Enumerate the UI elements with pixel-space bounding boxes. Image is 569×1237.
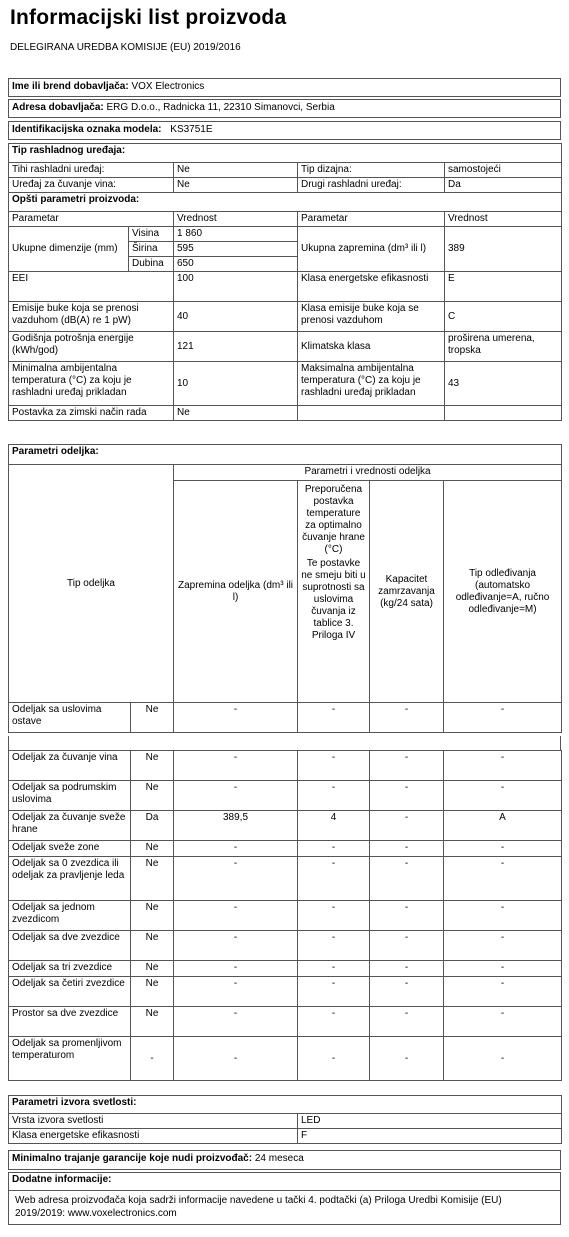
col-volume: Zapremina odeljka (dm³ ili l) xyxy=(174,481,298,703)
cell-name: Odeljak sa četiri zvezdice xyxy=(9,977,131,1007)
cell-freeze: - xyxy=(370,1007,444,1037)
cell-defrost: - xyxy=(444,977,562,1007)
cell-freeze: - xyxy=(370,961,444,977)
cell-volume: - xyxy=(174,751,298,781)
cell-volume: - xyxy=(174,781,298,811)
general-row: Godišnja potrošnja energije (kWh/god) 121 Klimatska klasa proširena umerena, tropska xyxy=(9,332,562,362)
table-row: Odeljak sa uslovima ostave Ne - - - - xyxy=(9,703,562,733)
winter-mode-row: Postavka za zimski način rada Ne xyxy=(9,406,562,421)
cell-temp: - xyxy=(298,1037,370,1081)
compartments-table-continued xyxy=(8,750,562,1081)
cell-temp: 4 xyxy=(298,811,370,841)
light-source-table xyxy=(8,1095,562,1144)
cell-defrost: - xyxy=(444,1007,562,1037)
cell-defrost: - xyxy=(444,961,562,977)
cell-has: Ne xyxy=(131,857,174,901)
supplier-row xyxy=(8,78,561,97)
cell-name: Odeljak sa dve zvezdice xyxy=(9,931,131,961)
dim-depth-label: Dubina xyxy=(129,257,174,272)
total-volume-label: Ukupna zapremina (dm³ ili l) xyxy=(298,227,445,272)
model-value: KS3751E xyxy=(170,124,213,135)
cell-freeze: - xyxy=(370,1037,444,1081)
cell-freeze: - xyxy=(370,931,444,961)
cell-name: Odeljak sa podrumskim uslovima xyxy=(9,781,131,811)
cell-temp: - xyxy=(298,841,370,857)
cell-volume: - xyxy=(174,931,298,961)
cell-volume: - xyxy=(174,1037,298,1081)
cell-has: Ne xyxy=(131,841,174,857)
general-row: EEI 100 Klasa energetske efikasnosti E xyxy=(9,272,562,302)
cell-defrost: - xyxy=(444,751,562,781)
cell-defrost: - xyxy=(444,857,562,901)
address-label: Adresa dobavljača: xyxy=(12,102,104,113)
table-row xyxy=(9,931,562,961)
general-row: Emisije buke koja se prenosi vazduhom (dB(A) re 1 pW) 40 Klasa emisije buke koja se prenosi vazduhom C xyxy=(9,302,562,332)
dim-height-label: Visina xyxy=(129,227,174,242)
cell-freeze: - xyxy=(370,841,444,857)
total-volume-value: 389 xyxy=(445,227,562,272)
table-row xyxy=(9,1007,562,1037)
table-row xyxy=(9,977,562,1007)
general-column-headers: Parametar Vrednost Parametar Vrednost xyxy=(9,212,562,227)
supplier-value: VOX Electronics xyxy=(131,81,205,92)
col-freezing-capacity: Kapacitet zamrzavanja (kg/24 sata) xyxy=(370,481,444,703)
light-source-header: Parametri izvora svetlosti: xyxy=(9,1096,562,1114)
cell-name: Odeljak sa jednom zvezdicom xyxy=(9,901,131,931)
col-temperature: Preporučena postavka temperature za optimalno čuvanje hrane (°C) Te postavke ne smeju biti u suprotnosti sa uslovima čuvanja iz tablice 3. Priloga IV xyxy=(298,481,370,703)
light-row: Vrsta izvora svetlosti LED xyxy=(9,1114,562,1129)
warranty-row xyxy=(8,1150,561,1170)
cell-defrost: A xyxy=(444,811,562,841)
compartments-header: Parametri odeljka: xyxy=(9,445,562,465)
cell-defrost: - xyxy=(444,931,562,961)
cell-defrost: - xyxy=(444,1037,562,1081)
cell-freeze: - xyxy=(370,781,444,811)
cell-temp: - xyxy=(298,961,370,977)
cell-freeze: - xyxy=(370,857,444,901)
cell-volume: - xyxy=(174,901,298,931)
cell-name: Prostor sa dve zvezdice xyxy=(9,1007,131,1037)
cell-temp: - xyxy=(298,857,370,901)
table-row xyxy=(9,841,562,857)
cell-has: Ne xyxy=(131,931,174,961)
table-row xyxy=(9,901,562,931)
address-value: ERG D.o.o., Radnicka 11, 22310 Simanovci, Serbia xyxy=(106,102,335,113)
appliance-type-row: Tihi rashladni uređaj: Ne Tip dizajna: samostojeći xyxy=(9,163,562,178)
general-parameters-header: Opšti parametri proizvoda: xyxy=(9,193,562,212)
cell-volume: - xyxy=(174,1007,298,1037)
cell-defrost: - xyxy=(444,841,562,857)
dim-width-label: Širina xyxy=(129,242,174,257)
dim-height-value: 1 860 xyxy=(174,227,298,242)
light-row: Klasa energetske efikasnosti F xyxy=(9,1129,562,1144)
col-group-header: Parametri i vrednosti odeljka xyxy=(174,465,562,481)
table-row xyxy=(9,751,562,781)
cell-has: Ne xyxy=(131,1007,174,1037)
compartments-table xyxy=(8,444,562,733)
cell-name: Odeljak sa promenljivom temperaturom xyxy=(9,1037,131,1081)
col-compartment-type: Tip odeljka xyxy=(9,465,174,703)
cell-freeze: - xyxy=(370,977,444,1007)
table-row xyxy=(9,961,562,977)
dimensions-label: Ukupne dimenzije (mm) xyxy=(9,227,129,272)
cell-name: Odeljak sa tri zvezdice xyxy=(9,961,131,977)
cell-name: Odeljak za čuvanje sveže hrane xyxy=(9,811,131,841)
page-title: Informacijski list proizvoda xyxy=(10,6,287,29)
cell-has: Ne xyxy=(131,781,174,811)
cell-has: Da xyxy=(131,811,174,841)
cell-temp: - xyxy=(298,1007,370,1037)
appliance-type-row: Uređaj za čuvanje vina: Ne Drugi rashladni uređaj: Da xyxy=(9,178,562,193)
supplier-label: Ime ili brend dobavljača: xyxy=(12,81,129,92)
model-label: Identifikacijska oznaka modela: xyxy=(12,124,162,135)
cell-has: Ne xyxy=(131,961,174,977)
cell-name: Odeljak za čuvanje vina xyxy=(9,751,131,781)
warranty-value: 24 meseca xyxy=(254,1153,304,1164)
cell-name: Odeljak sa 0 zvezdica ili odeljak za pravljenje leda xyxy=(9,857,131,901)
cell-has: Ne xyxy=(131,751,174,781)
table-row xyxy=(9,781,562,811)
cell-has: Ne xyxy=(131,977,174,1007)
table-row xyxy=(9,1037,562,1081)
cell-temp: - xyxy=(298,781,370,811)
cell-freeze: - xyxy=(370,751,444,781)
warranty-label: Minimalno trajanje garancije koje nudi proizvođač: xyxy=(12,1153,253,1164)
col-defrost-type: Tip odleđivanja (automatsko odleđivanje=A, ručno odleđivanje=M) xyxy=(444,481,562,703)
cell-defrost: - xyxy=(444,781,562,811)
cell-temp: - xyxy=(298,751,370,781)
general-row: Minimalna ambijentalna temperatura (°C) za koju je rashladni uređaj prikladan 10 Maksimalna ambijentalna temperatura (°C) za koju je rashladni uređaj prikladan 43 xyxy=(9,362,562,406)
cell-freeze: - xyxy=(370,811,444,841)
cell-temp: - xyxy=(298,931,370,961)
cell-volume: - xyxy=(174,961,298,977)
additional-info-header: Dodatne informacije: xyxy=(9,1173,561,1191)
regulation-subtitle: DELEGIRANA UREDBA KOMISIJE (EU) 2019/2016 xyxy=(10,42,241,53)
table-row xyxy=(9,857,562,901)
cell-name: Odeljak sveže zone xyxy=(9,841,131,857)
dim-width-value: 595 xyxy=(174,242,298,257)
model-row xyxy=(8,121,561,140)
additional-info-table xyxy=(8,1172,561,1225)
cell-has: - xyxy=(131,1037,174,1081)
cell-volume: - xyxy=(174,857,298,901)
additional-info-text: Web adresa proizvođača koja sadrži informacije navedene u tački 4. podtački (a) Priloga Uredbi Komisije (EU) 2019/2019: www.voxelectronics.com xyxy=(9,1191,561,1225)
cell-has: Ne xyxy=(131,901,174,931)
cell-temp: - xyxy=(298,901,370,931)
cell-defrost: - xyxy=(444,901,562,931)
cell-temp: - xyxy=(298,977,370,1007)
appliance-type-header: Tip rashladnog uređaja: xyxy=(9,144,562,163)
address-row xyxy=(8,99,561,118)
cell-volume: - xyxy=(174,841,298,857)
dim-depth-value: 650 xyxy=(174,257,298,272)
cell-volume: 389,5 xyxy=(174,811,298,841)
cell-volume: - xyxy=(174,977,298,1007)
table-row xyxy=(9,811,562,841)
table-gap xyxy=(8,736,561,750)
general-parameters-table xyxy=(8,143,562,421)
cell-freeze: - xyxy=(370,901,444,931)
